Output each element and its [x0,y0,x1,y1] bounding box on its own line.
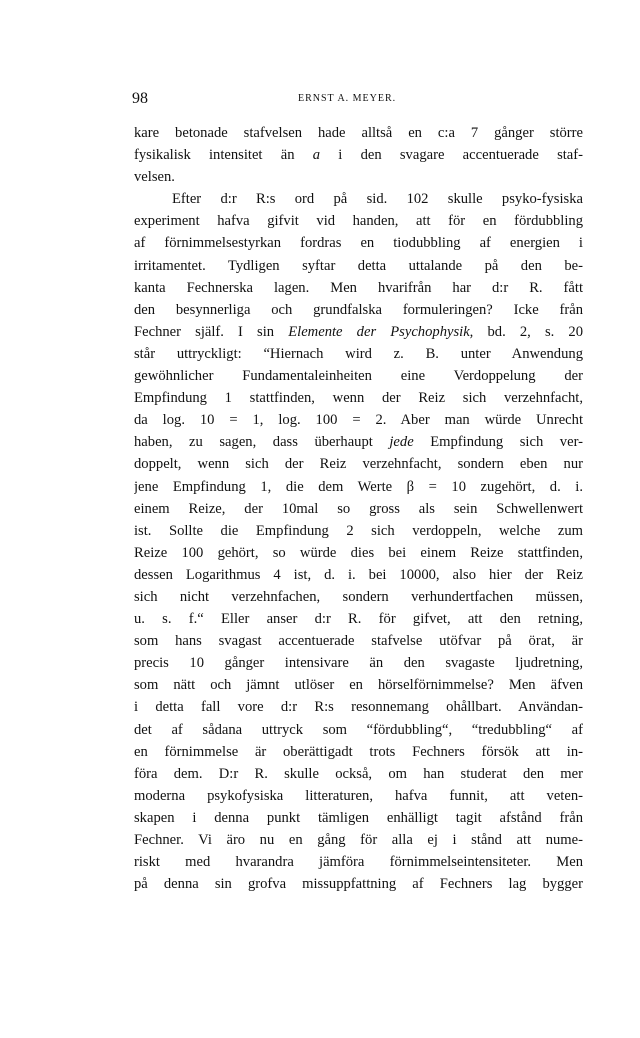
text-line: af förnimmelsestyrkan fordras en tiodubbling af energien i [134,235,583,252]
text-line: u. s. f.“ Eller anser d:r R. för gifvet, att den retning, [134,611,583,628]
text-line: doppelt, wenn sich der Reiz verzehnfacht, sondern eben nur [134,456,583,473]
text-line: Empfindung 1 stattfinden, wenn der Reiz sich verzehnfacht, [134,390,583,407]
text-line: kanta Fechnerska lagen. Men hvarifrån har d:r R. fått [134,279,583,296]
text-line: dessen Logarithmus 4 ist, d. i. bei 10000, also hier der Reiz [134,566,583,583]
text-line: moderna psykofysiska litteraturen, hafva funnit, att veten- [134,787,583,804]
text-line: skapen i denna punkt tämligen enhälligt tagit afstånd från [134,809,583,826]
text-line: Reize 100 gehört, so würde dies bei einem Reize stattfinden, [134,544,583,561]
text-line: riskt med hvarandra jämföra förnimmelseintensiteter. Men [134,854,583,871]
text-line: står uttryckligt: “Hiernach wird z. B. unter Anwendung [134,345,583,362]
text-line: den besynnerliga och grundfalska formuleringen? Icke från [134,301,583,318]
text-line: irritamentet. Tydligen syftar detta uttalande på den be- [134,257,583,274]
text-line: experiment hafva gifvit vid handen, att för en fördubbling [134,213,583,230]
text-line: Efter d:r R:s ord på sid. 102 skulle psyko-fysiska [172,191,583,208]
text-line: som hans svagast accentuerade stafvelse utöfvar på örat, är [134,633,583,650]
body-text [134,122,583,895]
text-line: ist. Sollte die Empfindung 2 sich verdoppeln, welche zum [134,522,583,539]
text-line: föra dem. D:r R. skulle också, om han studerat den mer [134,765,583,782]
text-line: som nätt och jämnt utlöser en hörselförnimmelse? Men äfven [134,677,583,694]
text-line: velsen. [134,169,175,186]
text-line: på denna sin grofva missuppfattning af Fechners lag bygger [134,876,583,893]
text-line: haben, zu sagen, dass überhaupt jede Empfindung sich ver- [134,434,583,451]
text-line: gewöhnlicher Fundamentaleinheiten eine Verdoppelung der [134,368,583,385]
running-head: ERNST A. MEYER. [298,93,397,104]
text-line: jene Empfindung 1, die dem Werte β = 10 zugehört, d. i. [134,478,583,495]
text-line: Fechner. Vi äro nu en gång för alla ej i stånd att nume- [134,832,583,848]
page-number: 98 [132,90,148,107]
text-line: einem Reize, der 10mal so gross als sein Schwellenwert [134,500,583,517]
text-line: det af sådana uttryck som “fördubbling“, “tredubbling“ af [134,721,583,738]
text-line: sich nicht verzehnfachen, sondern verhundertfachen müssen, [134,588,583,605]
text-line: kare betonade stafvelsen hade alltså en c:a 7 gånger större [134,125,583,141]
text-line: da log. 10 = 1, log. 100 = 2. Aber man würde Unrecht [134,412,583,429]
text-line: en förnimmelse är oberättigadt trots Fechners försök att in- [134,743,583,760]
text-line: Fechner själf. I sin Elemente der Psychophysik, bd. 2, s. 20 [134,323,583,340]
text-line: precis 10 gånger intensivare än den svagaste ljudretning, [134,655,583,672]
text-line: i detta fall vore d:r R:s resonnemang ohållbart. Användan- [134,699,583,716]
text-line: fysikalisk intensitet än a i den svagare accentuerade staf- [134,147,583,164]
